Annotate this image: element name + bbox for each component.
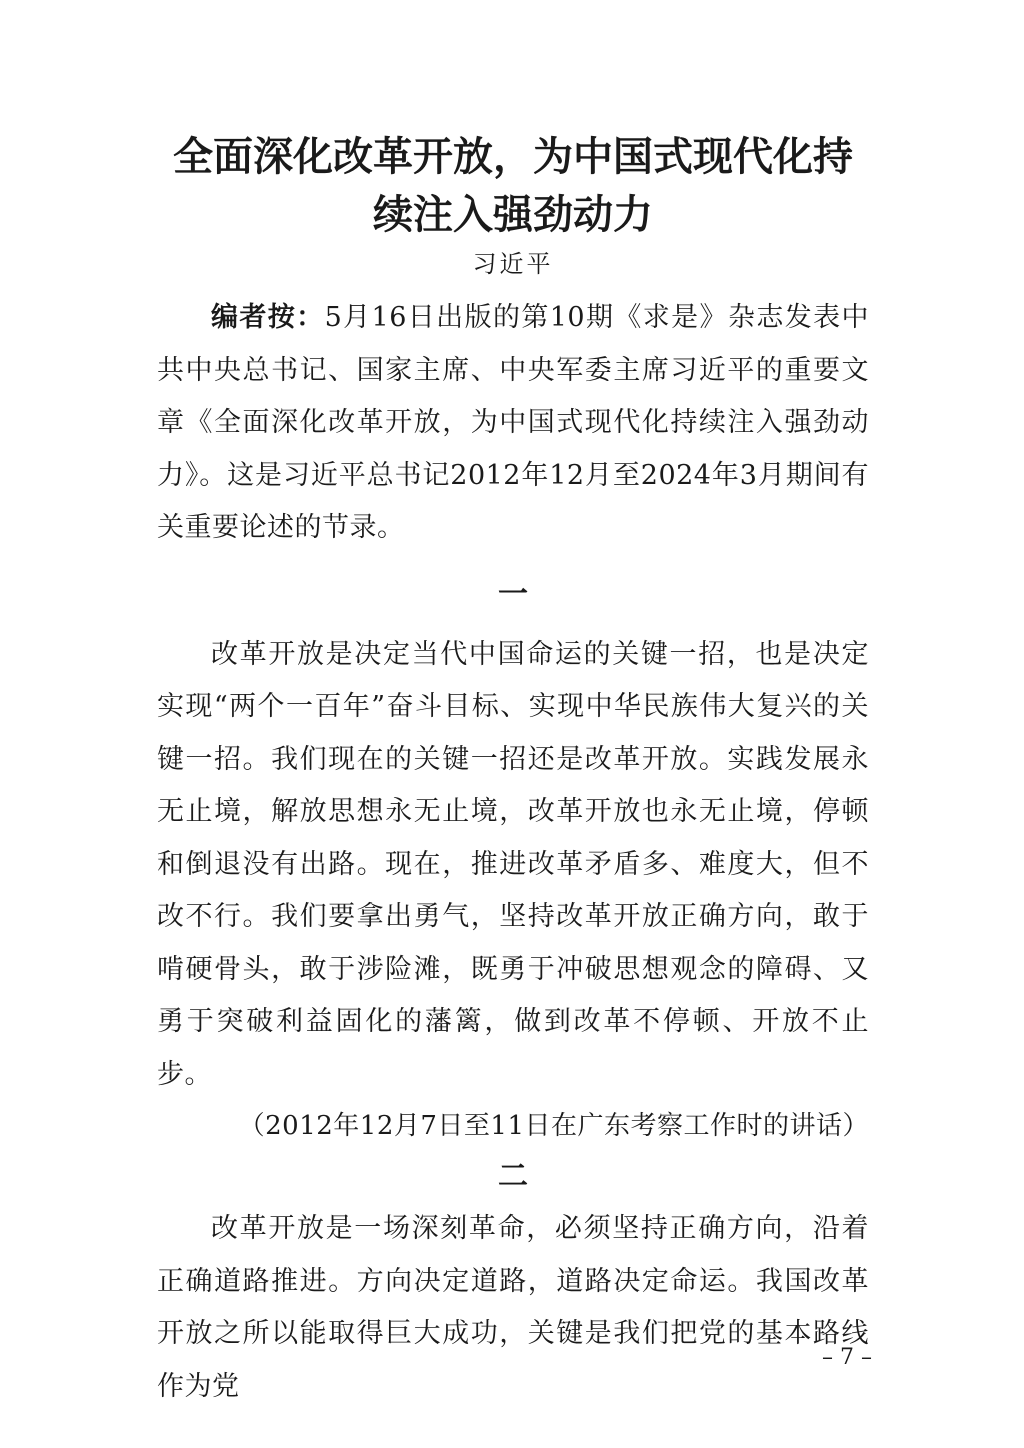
- section-number-1: 一: [498, 576, 528, 612]
- article: [157, 128, 869, 1413]
- section-2-text: 改革开放是一场深刻革命，必须坚持正确方向，沿着正确道路推进。方向决定道路，道路决定命运。我国改革开放之所以能取得巨大成功，关键是我们把党的基本路线作为党: [157, 1213, 869, 1402]
- article-author: 习近平: [472, 250, 554, 278]
- editor-note-label: 编者按：: [211, 302, 325, 333]
- article-title: 全面深化改革开放，为中国式现代化持续注入强劲动力: [173, 134, 853, 238]
- section-number-2: 二: [498, 1159, 528, 1194]
- editor-note-text: 5月16日出版的第10期《求是》杂志发表中共中央总书记、国家主席、中央军委主席习近平的重要文章《全面深化改革开放，为中国式现代化持续注入强劲动力》。这是习近平总书记2012年12月至2024年3月期间有关重要论述的节录。: [157, 302, 870, 543]
- section-1-text: 改革开放是决定当代中国命运的关键一招，也是决定实现“两个一百年”奋斗目标、实现中华民族伟大复兴的关键一招。我们现在的关键一招还是改革开放。实践发展永无止境，解放思想永无止境，改革开放也永无止境，停顿和倒退没有出路。现在，推进改革矛盾多、难度大，但不改不行。我们要拿出勇气，坚持改革开放正确方向，敢于啃硬骨头，敢于涉险滩，既勇于冲破思想观念的障碍、又勇于突破利益固化的藩篱，做到改革不停顿、开放不止步。: [157, 638, 869, 1090]
- editor-note: [157, 292, 869, 555]
- section-1-source: （2012年12月7日至11日在广东考察工作时的讲话）: [238, 1111, 869, 1141]
- page-number: – 7 –: [822, 1345, 872, 1370]
